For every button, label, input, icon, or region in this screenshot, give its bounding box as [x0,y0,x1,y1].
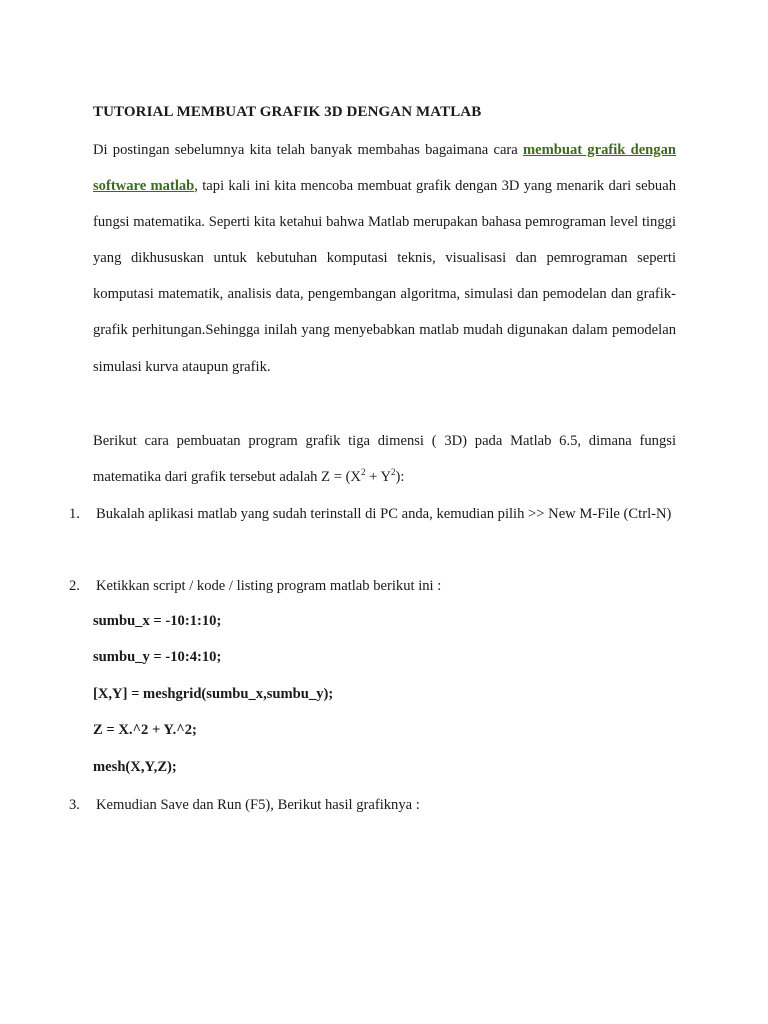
y-exponent: 2 [391,467,396,478]
code-line-2: sumbu_y = -10:4:10; [93,649,222,665]
step-number: 1. [69,506,80,522]
step-text: Kemudian Save dan Run (F5), Berikut hasil grafiknya : [96,797,420,813]
intro-text-start: Di postingan sebelumnya kita telah banyak membahas bagaimana cara [93,142,523,158]
function-paragraph [93,423,676,495]
step-item-1 [69,496,676,533]
step-item-2 [69,568,676,605]
code-line-4: Z = X.^2 + Y.^2; [93,722,197,738]
intro-text-end: , tapi kali ini kita mencoba membuat grafik dengan 3D yang menarik dari sebuah fungsi matematika. Seperti kita ketahui bahwa Matlab merupakan bahasa pemrograman level tinggi yang dikhususkan untuk kebutuhan komputasi teknis, visualisasi dan pemrograman seperti komputasi matematik, analisis data, pengembangan algoritma, simulasi dan pemodelan dan grafik-grafik perhitungan.Sehingga inilah yang menyebabkan matlab mudah digunakan dalam pemodelan simulasi kurva ataupun grafik. [93,178,676,375]
function-text-mid: + Y [365,469,391,486]
step-number: 2. [69,578,80,594]
code-line-5: mesh(X,Y,Z); [93,759,177,775]
document-title: TUTORIAL MEMBUAT GRAFIK 3D DENGAN MATLAB [93,104,482,120]
step-item-3 [69,787,676,824]
intro-paragraph [93,132,676,385]
function-text: Berikut cara pembuatan program grafik tiga dimensi ( 3D) pada Matlab 6.5, dimana fungsi matematika dari grafik tersebut adalah Z = (X [93,433,676,486]
step-text: Bukalah aplikasi matlab yang sudah terinstall di PC anda, kemudian pilih >> New M-File (Ctrl-N) [96,506,672,522]
step-number: 3. [69,797,80,813]
step-text: Ketikkan script / kode / listing program matlab berikut ini : [96,578,442,594]
x-exponent: 2 [360,467,366,478]
matlab-graph-link[interactable]: membuat grafik dengan software matlab [93,142,676,195]
code-line-3: [X,Y] = meshgrid(sumbu_x,sumbu_y); [93,686,334,702]
function-text-end: ): [395,469,405,486]
code-line-1: sumbu_x = -10:1:10; [93,613,222,629]
